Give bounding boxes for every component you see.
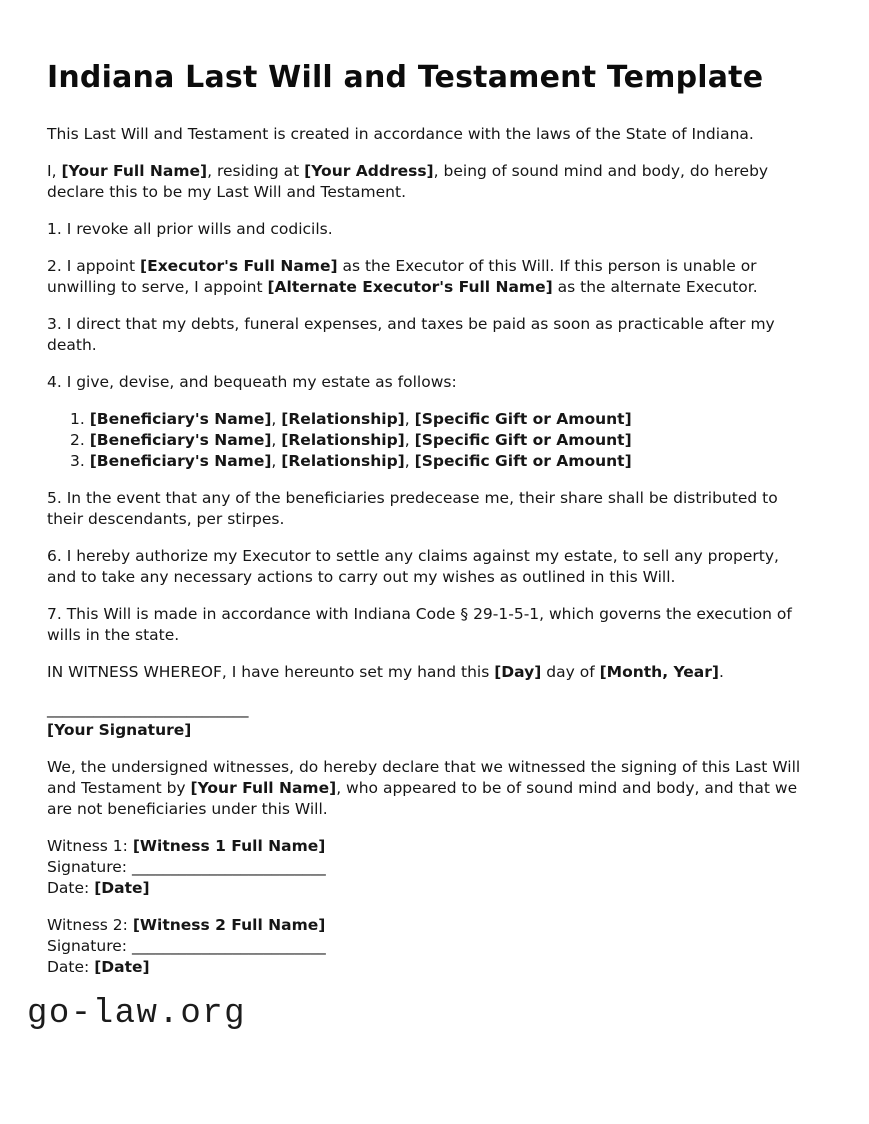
footer-brand [27, 994, 809, 1034]
signature-line-text: __________________________ [47, 700, 249, 718]
declaration-text: , being of sound mind and body, do hereby declare this to be my Last Will and Testament. [47, 162, 769, 201]
signature-label-row [47, 720, 809, 741]
witness-1-name-row [47, 836, 809, 857]
beneficiary-number: 1. [70, 410, 90, 428]
in-witness-clause [47, 662, 809, 683]
witness-intro-text: We, the undersigned witnesses, do hereby declare that we witnessed the signing of this Last Will and Testament by [47, 758, 801, 797]
witness-1-name-placeholder: [Witness 1 Full Name] [132, 837, 326, 855]
witness-2-name-row [47, 915, 809, 936]
clause-1-revocation: 1. I revoke all prior wills and codicils. [47, 220, 333, 238]
day-placeholder: [Day] [494, 663, 542, 681]
beneficiary-item [70, 430, 809, 451]
witness-2-block [47, 915, 809, 978]
in-witness-text: IN WITNESS WHEREOF, I have hereunto set my hand this [47, 663, 495, 681]
witness-2-signature-label: Signature: [47, 937, 132, 955]
relationship-placeholder: [Relationship] [281, 452, 405, 470]
witness-1-date-placeholder: [Date] [94, 879, 150, 897]
witness-2-date-placeholder: [Date] [94, 958, 150, 976]
separator: , [271, 431, 282, 449]
clause-7-indiana-code: 7. This Will is made in accordance with Indiana Code § 29-1-5-1, which governs the execution of wills in the state. [47, 605, 792, 644]
in-witness-text: . [719, 663, 724, 681]
beneficiary-item [70, 451, 809, 472]
executor-name-placeholder: [Executor's Full Name] [140, 257, 338, 275]
clause-2-text: as the Executor of this Will. If this person is unable or unwilling to serve, I appoint [47, 257, 757, 296]
your-full-name-placeholder: [Your Full Name] [190, 779, 337, 797]
clause-3-debts: 3. I direct that my debts, funeral expenses, and taxes be paid as soon as practicable after my death. [47, 315, 775, 354]
signature-block [47, 699, 809, 741]
witness-1-date-row [47, 878, 809, 899]
beneficiary-name-placeholder: [Beneficiary's Name] [89, 452, 272, 470]
gift-placeholder: [Specific Gift or Amount] [414, 410, 632, 428]
beneficiary-name-placeholder: [Beneficiary's Name] [89, 410, 272, 428]
your-full-name-placeholder: [Your Full Name] [61, 162, 208, 180]
document-title: Indiana Last Will and Testament Template [47, 60, 764, 95]
witness-2-date-label: Date: [47, 958, 95, 976]
separator: , [271, 452, 282, 470]
beneficiary-item [70, 409, 809, 430]
witness-intro-paragraph [47, 757, 809, 820]
alternate-executor-name-placeholder: [Alternate Executor's Full Name] [267, 278, 553, 296]
witness-intro-text: , who appeared to be of sound mind and body, and that we are not beneficiaries under this Will. [47, 779, 798, 818]
beneficiary-name-placeholder: [Beneficiary's Name] [89, 431, 272, 449]
separator: , [271, 410, 282, 428]
clause-2-executor [47, 256, 809, 298]
beneficiary-number: 3. [70, 452, 90, 470]
witness-1-block [47, 836, 809, 899]
your-signature-placeholder: [Your Signature] [47, 721, 192, 739]
separator: , [404, 431, 415, 449]
separator: , [404, 410, 415, 428]
signature-line [47, 699, 809, 720]
declaration-text: , residing at [207, 162, 305, 180]
relationship-placeholder: [Relationship] [281, 410, 405, 428]
separator: , [404, 452, 415, 470]
witness-2-name-placeholder: [Witness 2 Full Name] [132, 916, 326, 934]
clause-6-executor-powers: 6. I hereby authorize my Executor to settle any claims against my estate, to sell any property, and to take any necessary actions to carry out my wishes as outlined in this Will. [47, 547, 779, 586]
gift-placeholder: [Specific Gift or Amount] [414, 431, 632, 449]
witness-2-date-row [47, 957, 809, 978]
footer-brand-text: go-law.org [27, 995, 247, 1033]
witness-2-label: Witness 2: [47, 916, 133, 934]
witness-1-signature-row [47, 857, 809, 878]
your-address-placeholder: [Your Address] [304, 162, 434, 180]
witness-1-label: Witness 1: [47, 837, 133, 855]
month-year-placeholder: [Month, Year] [599, 663, 719, 681]
intro-paragraph: This Last Will and Testament is created in accordance with the laws of the State of Indiana. [47, 125, 754, 143]
in-witness-text: day of [541, 663, 600, 681]
declaration-paragraph [47, 161, 809, 203]
beneficiary-list [47, 409, 809, 472]
clause-2-text: 2. I appoint [47, 257, 141, 275]
relationship-placeholder: [Relationship] [281, 431, 405, 449]
witness-1-signature-line: _________________________ [131, 858, 326, 876]
clause-5-predecease: 5. In the event that any of the beneficiaries predecease me, their share shall be distributed to their descendants, per stirpes. [47, 489, 778, 528]
clause-4-estate: 4. I give, devise, and bequeath my estate as follows: [47, 373, 457, 391]
witness-2-signature-line: _________________________ [131, 937, 326, 955]
witness-1-date-label: Date: [47, 879, 95, 897]
beneficiary-number: 2. [70, 431, 90, 449]
clause-2-text: as the alternate Executor. [552, 278, 758, 296]
witness-1-signature-label: Signature: [47, 858, 132, 876]
declaration-text: I, [47, 162, 62, 180]
witness-2-signature-row [47, 936, 809, 957]
gift-placeholder: [Specific Gift or Amount] [414, 452, 632, 470]
